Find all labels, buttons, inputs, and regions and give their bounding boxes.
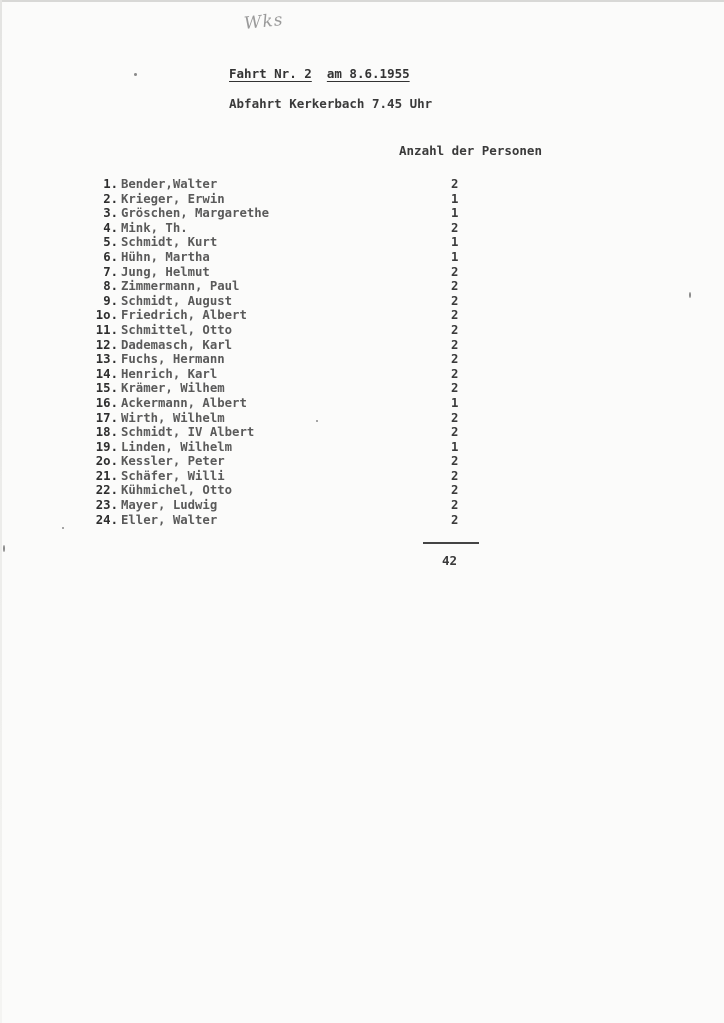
list-item [0, 265, 724, 280]
list-item [0, 221, 724, 236]
list-item [0, 338, 724, 353]
list-item [0, 483, 724, 498]
list-item [0, 381, 724, 396]
document-title [229, 66, 410, 81]
entry-count: 1 [451, 249, 459, 264]
list-item [0, 498, 724, 513]
list-item [0, 469, 724, 484]
entry-name: Mayer, Ludwig [121, 498, 218, 513]
list-item [0, 352, 724, 367]
entry-name: Hühn, Martha [121, 249, 210, 264]
scan-speck [62, 527, 64, 529]
list-item [0, 440, 724, 455]
entry-number: 14. [95, 366, 118, 381]
entry-name: Friedrich, Albert [121, 308, 247, 323]
entry-count: 2 [451, 220, 459, 235]
entry-number: 15. [95, 381, 118, 396]
entry-name: Schmittel, Otto [121, 322, 233, 337]
entry-name: Henrich, Karl [121, 366, 218, 381]
title-date: am 8.6.1955 [326, 66, 410, 81]
entry-count: 1 [451, 235, 459, 250]
entry-count: 2 [451, 264, 459, 279]
entry-name: Kühmichel, Otto [121, 483, 233, 498]
list-item [0, 454, 724, 469]
entry-number: 17. [95, 410, 118, 425]
entry-number: 5. [103, 235, 118, 250]
entry-number: 8. [103, 279, 118, 294]
entry-number: 18. [95, 425, 118, 440]
sum-rule [423, 542, 479, 544]
entry-number: 16. [95, 395, 118, 410]
scan-speck [316, 420, 318, 422]
entry-name: Eller, Walter [121, 512, 218, 527]
list-item [0, 411, 724, 426]
entry-count: 2 [451, 337, 459, 352]
entry-name: Linden, Wilhelm [121, 439, 233, 454]
entry-count: 2 [451, 366, 459, 381]
entry-count: 2 [451, 468, 459, 483]
entry-name: Gröschen, Margarethe [121, 206, 270, 221]
list-item [0, 235, 724, 250]
scan-speck [134, 73, 137, 76]
entry-number: 12. [95, 337, 118, 352]
scan-speck [689, 292, 691, 298]
entry-name: Krieger, Erwin [121, 191, 225, 206]
entry-number: 13. [95, 352, 118, 367]
entry-name: Jung, Helmut [121, 264, 210, 279]
entry-name: Schmidt, IV Albert [121, 425, 255, 440]
entry-count: 2 [451, 454, 459, 469]
passenger-list [0, 177, 724, 527]
entry-count: 2 [451, 425, 459, 440]
entry-number: 6. [103, 249, 118, 264]
list-item [0, 323, 724, 338]
list-item [0, 308, 724, 323]
list-item [0, 206, 724, 221]
entry-number: 4. [103, 220, 118, 235]
entry-number: 19. [95, 439, 118, 454]
entry-count: 2 [451, 293, 459, 308]
list-item [0, 177, 724, 192]
scan-speck [3, 545, 5, 552]
entry-count: 2 [451, 483, 459, 498]
entry-number: 1. [103, 177, 118, 191]
entry-number: 9. [103, 293, 118, 308]
entry-count: 2 [451, 308, 459, 323]
entry-count: 2 [451, 498, 459, 513]
entry-name: Schmidt, August [121, 293, 233, 308]
entry-name: Dademasch, Karl [121, 337, 233, 352]
page-edge [0, 0, 724, 2]
entry-count: 2 [451, 512, 459, 527]
entry-count: 2 [451, 410, 459, 425]
entry-count: 1 [451, 439, 459, 454]
count-column-header: Anzahl der Personen [399, 143, 542, 158]
entry-number: 23. [95, 498, 118, 513]
entry-number: 7. [103, 264, 118, 279]
entry-number: 2o. [95, 454, 118, 469]
entry-name: Bender,Walter [121, 177, 218, 191]
entry-name: Mink, Th. [121, 220, 188, 235]
list-item [0, 396, 724, 411]
departure-line: Abfahrt Kerkerbach 7.45 Uhr [229, 96, 433, 111]
entry-name: Wirth, Wilhelm [121, 410, 225, 425]
entry-name: Ackermann, Albert [121, 395, 247, 410]
list-item [0, 425, 724, 440]
handwritten-note: Wks [243, 9, 285, 35]
entry-number: 11. [95, 322, 118, 337]
entry-count: 2 [451, 352, 459, 367]
entry-name: Schmidt, Kurt [121, 235, 218, 250]
entry-number: 3. [103, 206, 118, 221]
entry-count: 2 [451, 322, 459, 337]
entry-name: Fuchs, Hermann [121, 352, 225, 367]
list-item [0, 279, 724, 294]
list-item [0, 513, 724, 528]
list-item [0, 294, 724, 309]
entry-number: 24. [95, 512, 118, 527]
entry-number: 1o. [95, 308, 118, 323]
total-count: 42 [442, 553, 458, 568]
entry-name: Krämer, Wilhem [121, 381, 225, 396]
entry-number: 2. [103, 191, 118, 206]
entry-name: Kessler, Peter [121, 454, 225, 469]
entry-name: Zimmermann, Paul [121, 279, 240, 294]
entry-count: 1 [451, 191, 459, 206]
list-item [0, 367, 724, 382]
entry-count: 2 [451, 279, 459, 294]
entry-number: 22. [95, 483, 118, 498]
title-trip-number: Fahrt Nr. 2 [229, 66, 312, 81]
entry-count: 2 [451, 381, 459, 396]
entry-name: Schäfer, Willi [121, 468, 225, 483]
entry-number: 21. [95, 468, 118, 483]
list-item [0, 250, 724, 265]
list-item [0, 192, 724, 207]
entry-count: 2 [451, 177, 459, 191]
entry-count: 1 [451, 395, 459, 410]
entry-count: 1 [451, 206, 459, 221]
